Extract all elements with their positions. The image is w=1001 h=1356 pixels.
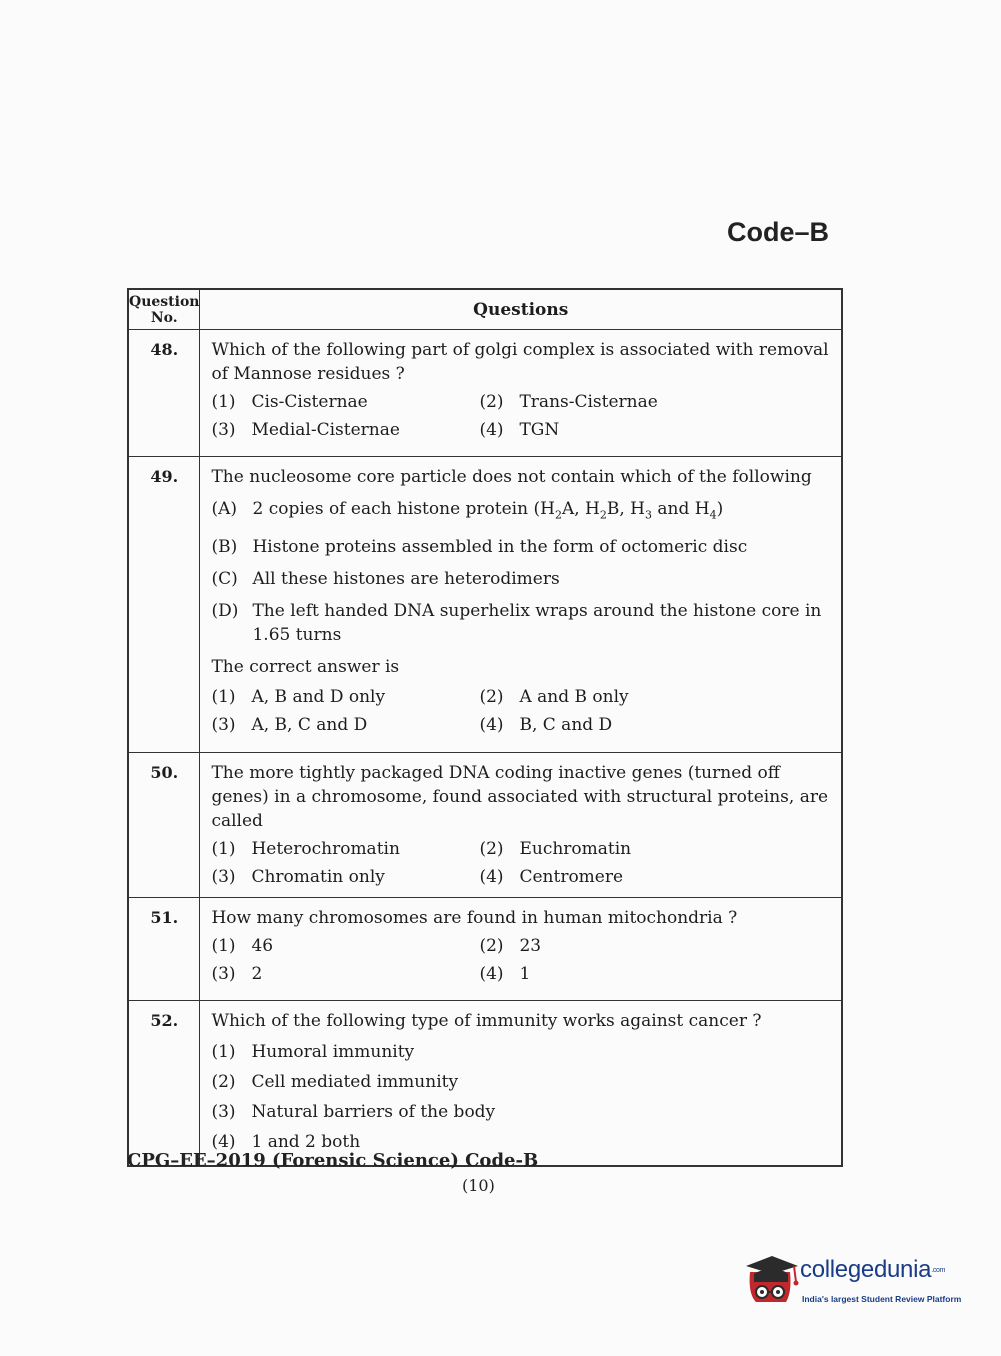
question-number: 51. — [128, 898, 200, 1001]
answer-prompt: The correct answer is — [211, 657, 400, 678]
options-grid — [211, 837, 837, 889]
question-text: The nucleosome core particle does not contain which of the following — [211, 467, 812, 487]
option-3: (3) Chromatin only — [211, 867, 385, 887]
option-1: (1) Heterochromatin — [211, 839, 400, 859]
question-text: How many chromosomes are found in human mitochondria ? — [211, 908, 738, 928]
code-header: Code–B — [727, 217, 830, 247]
question-body — [200, 898, 842, 1001]
collegedunia-logo — [742, 1252, 972, 1314]
questions-header: Questions — [200, 289, 842, 330]
options-grid — [211, 390, 837, 442]
statement-b: (B) Histone proteins assembled in the form of octomeric disc — [211, 537, 748, 558]
question-row-52 — [128, 1001, 842, 1167]
option-1: (1) Humoral immunity — [211, 1042, 415, 1062]
option-3: (3) 2 — [211, 964, 263, 984]
option-2: (2) A and B only — [479, 687, 629, 708]
option-2: (2) Trans-Cisternae — [479, 392, 658, 412]
option-4: (4) 1 — [479, 964, 531, 984]
question-body — [200, 753, 842, 898]
options-list — [211, 1037, 837, 1157]
question-number: 49. — [128, 457, 200, 753]
option-4: (4) B, C and D — [479, 715, 613, 736]
option-4: (4) 1 and 2 both — [211, 1132, 361, 1152]
question-row-49 — [128, 457, 842, 753]
question-row-51 — [128, 898, 842, 1001]
question-no-header-line1: Question — [129, 293, 200, 310]
question-row-48 — [128, 330, 842, 457]
logo-wordmark: collegedunia.com — [800, 1256, 946, 1283]
options-grid — [211, 934, 837, 986]
option-1: (1) 46 — [211, 936, 274, 956]
question-no-header — [128, 289, 200, 330]
option-2: (2) 23 — [479, 936, 542, 956]
option-4: (4) TGN — [479, 420, 560, 440]
table-header-row — [128, 289, 842, 330]
option-3: (3) Medial-Cisternae — [211, 420, 400, 440]
options-grid — [211, 685, 837, 737]
questions-table — [127, 288, 843, 1167]
mascot-icon — [742, 1252, 800, 1314]
option-2: (2) Cell mediated immunity — [211, 1072, 459, 1092]
option-1: (1) A, B and D only — [211, 687, 386, 708]
option-3: (3) Natural barriers of the body — [211, 1102, 496, 1122]
statement-a: (A) 2 copies of each histone protein ($H_2A$, $H_2B$, $H_3$ and $H_4$) — [211, 497, 837, 527]
question-number: 52. — [128, 1001, 200, 1167]
statement-c: (C) All these histones are heterodimers — [211, 569, 560, 590]
question-body — [200, 457, 842, 753]
option-3: (3) A, B, C and D — [211, 715, 368, 736]
question-text: Which of the following type of immunity works against cancer ? — [211, 1011, 762, 1031]
question-body — [200, 1001, 842, 1167]
question-text: The more tightly packaged DNA coding inactive genes (turned off genes) in a chromosome, found associated with structural proteins, are called — [211, 763, 829, 831]
statement-a-text: 2 copies of each histone protein ($H_2A$, $H_2B$, $H_3$ and $H_4$) — [252, 499, 724, 522]
question-body — [200, 330, 842, 457]
option-2: (2) Euchromatin — [479, 839, 632, 859]
option-1: (1) Cis-Cisternae — [211, 392, 368, 412]
statement-d: (D) The left handed DNA superhelix wraps around the histone core in 1.65 turns — [211, 601, 822, 646]
question-number: 48. — [128, 330, 200, 457]
logo-tagline: India's largest Student Review Platform — [802, 1294, 962, 1304]
question-number: 50. — [128, 753, 200, 898]
question-text: Which of the following part of golgi complex is associated with removal of Mannose residues ? — [211, 340, 829, 384]
exam-footer: CPG–EE–2019 (Forensic Science) Code-B — [127, 1150, 539, 1171]
question-no-header-line2: No. — [150, 309, 178, 326]
logo-suffix: .com — [931, 1267, 946, 1275]
question-row-50 — [128, 753, 842, 898]
option-4: (4) Centromere — [479, 867, 624, 887]
page-number: (10) — [462, 1176, 495, 1195]
